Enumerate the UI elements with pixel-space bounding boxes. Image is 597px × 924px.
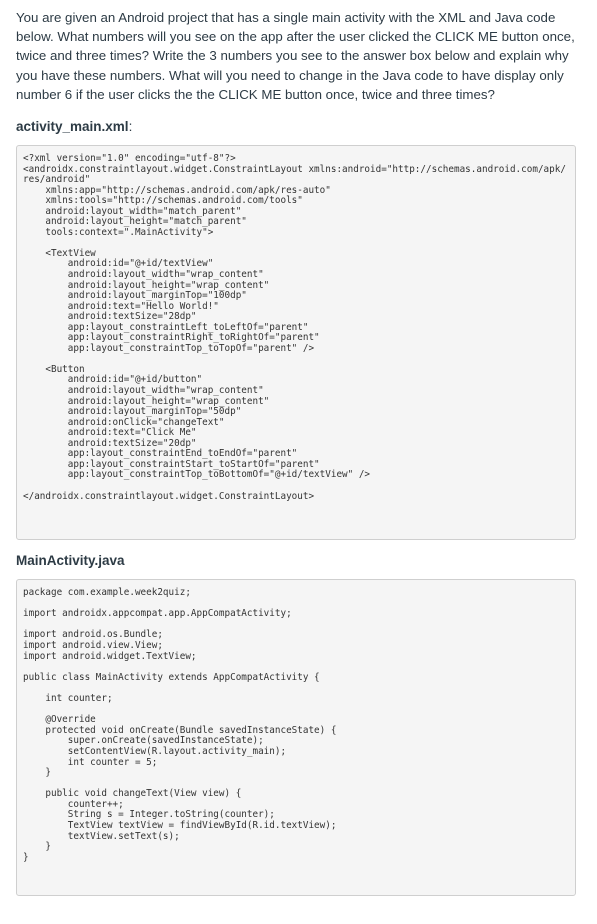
java-code: package com.example.week2quiz; import androidx.appcompat.app.AppCompatActivity; import android.os.Bundle; import android.view.View; import android.widget.TextView; public class MainActivity extends AppCompatActivity { int counter; @Override protected void onCreate(Bundle savedInstanceState) { super.onCreate(savedInstanceState); setContentView(R.layout.activity_main); int counter = 5; } public void changeText(View view) { counter++; String s = Integer.toString(counter); TextView textView = findViewById(R.id.textView); textView.setText(s); } }: [23, 587, 337, 863]
xml-heading-label: activity_main.xml: [16, 119, 129, 134]
java-heading: MainActivity.java: [16, 553, 125, 568]
xml-code: <?xml version="1.0" encoding="utf-8"?> <androidx.constraintlayout.widget.ConstraintLayout xmlns:android="http://schemas.android.com/apk/res/android" xmlns:app="http://schemas.android.com/apk/res-auto" xmlns:tools="http://schemas.android.com/tools" android:layout_width="match_parent" android:layout_height="match_parent" tools:context=".MainActivity"> <TextView android:id="@+id/textView" android:layout_width="wrap_content" android:layout_height="wrap_content" android:layout_marginTop="100dp" android:text="Hello World!" android:textSize="28dp" app:layout_constraintLeft_toLeftOf="parent" app:layout_constraintRight_toRightOf="parent" app:layout_constraintTop_toTopOf="parent" /> <Button android:id="@+id/button" android:layout_width="wrap_content" android:layout_height="wrap_content" android:layout_marginTop="50dp" android:onClick="changeText" android:text="Click Me" android:textSize="20dp" app:layout_constraintEnd_toEndOf="parent" app:layout_constraintStart_toStartOf="parent" app:layout_constraintTop_toBottomOf="@+id/textView" /> </androidx.constraintlayout.widget.ConstraintLayout>: [23, 153, 566, 502]
xml-heading: [16, 119, 132, 135]
question-text: You are given an Android project that has a single main activity with the XML and Java code below. What numbers will you see on the app after the user clicked the CLICK ME button once, twice and three times? Write the 3 numbers you see to the answer box below and explain why you have these numbers. What will you need to change in the Java code to have display only number 6 if the user clicks the the CLICK ME button once, twice and three times?: [16, 10, 575, 102]
xml-heading-colon: :: [128, 119, 133, 134]
java-code-block: [16, 579, 576, 896]
xml-code-block: [16, 145, 576, 540]
